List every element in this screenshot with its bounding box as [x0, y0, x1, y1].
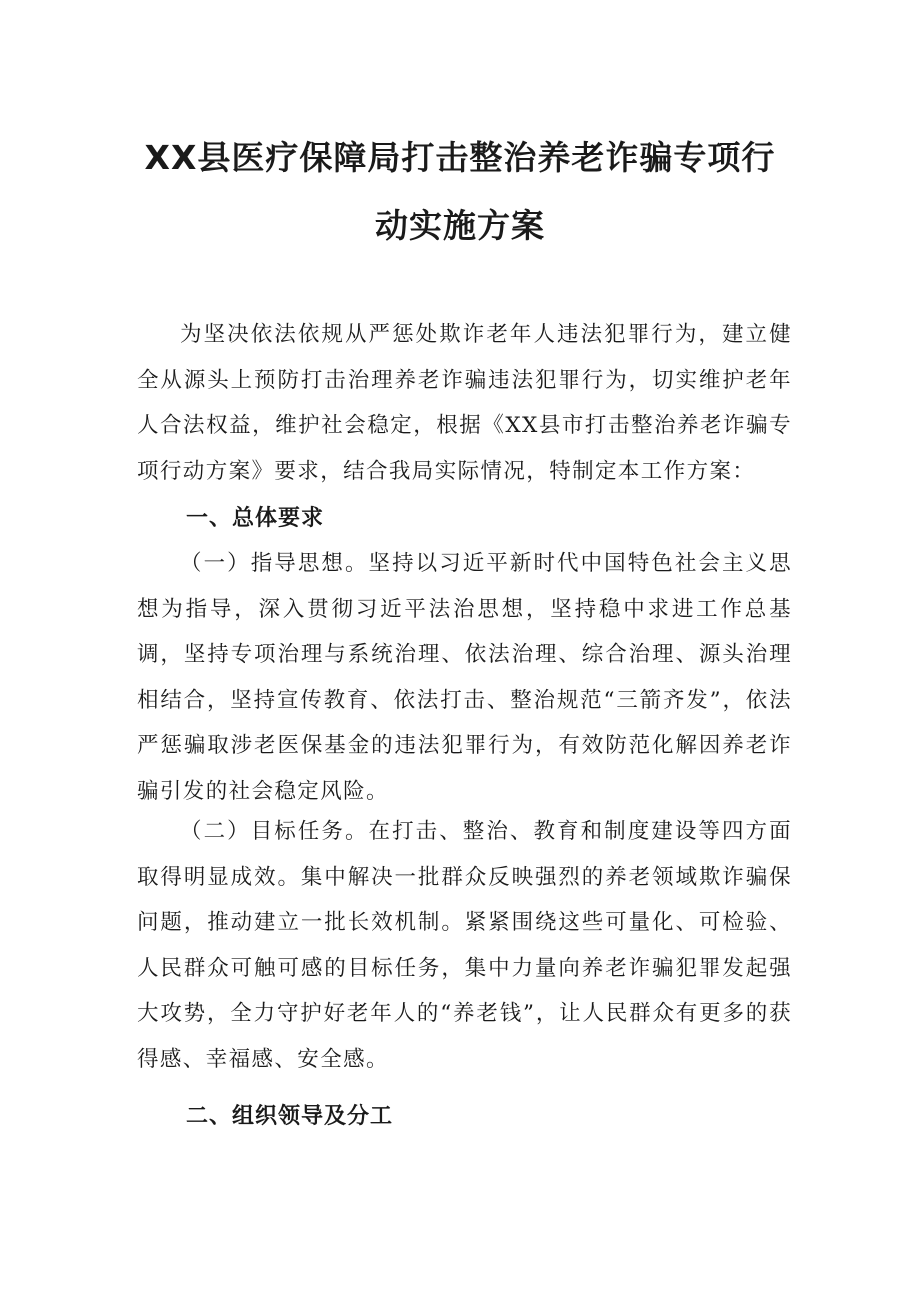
document-title-line2: 动实施方案	[375, 206, 545, 245]
section-heading-organization: 二、组织领导及分工	[186, 1104, 394, 1129]
section-heading-general-requirements: 一、总体要求	[186, 506, 325, 531]
target-tasks-paragraph: （二）目标任务。在打击、整治、教育和制度建设等四方面取得明显成效。集中解决一批群众反映强烈的养老领域欺诈骗保问题，推动建立一批长效机制。紧紧围绕这些可量化、可检验、人民群众可触可感的目标任务，集中力量向养老诈骗犯罪发起强大攻势，全力守护好老年人的“养老钱”，让人民群众有更多的获得感、幸福感、安全感。	[137, 819, 792, 1072]
guiding-ideology-paragraph: （一）指导思想。坚持以习近平新时代中国特色社会主义思想为指导，深入贯彻习近平法治思想，坚持稳中求进工作总基调，坚持专项治理与系统治理、依法治理、综合治理、源头治理相结合，坚持宣传教育、依法打击、整治规范“三箭齐发”，依法严惩骗取涉老医保基金的违法犯罪行为，有效防范化解因养老诈骗引发的社会稳定风险。	[137, 551, 792, 804]
document-title-line1: XX县医疗保障局打击整治养老诈骗专项行	[144, 138, 776, 177]
intro-paragraph: 为坚决依法依规从严惩处欺诈老年人违法犯罪行为，建立健全从源头上预防打击治理养老诈骗违法犯罪行为，切实维护老年人合法权益，维护社会稳定，根据《XX县市打击整治养老诈骗专项行动方案》要求，结合我局实际情况，特制定本工作方案：	[137, 322, 792, 484]
